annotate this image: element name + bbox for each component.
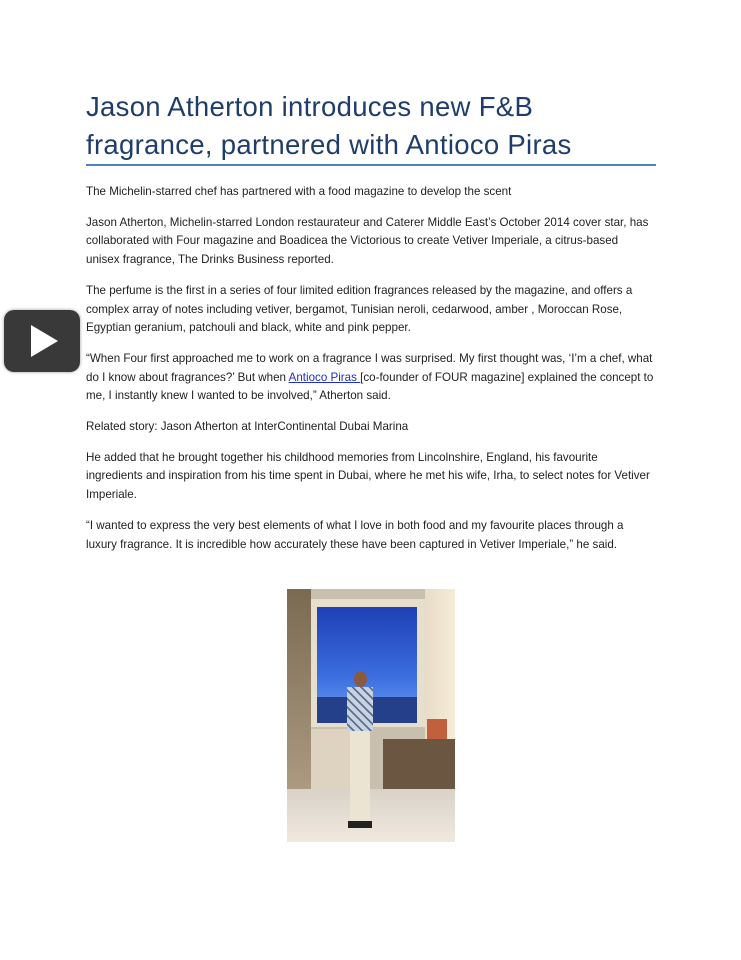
quote-text: [co-founder of FOUR magazine] explained the concept to me, I instantly knew I wanted to be involved,” Atherton said. [86,370,654,403]
article-subtitle: The Michelin-starred chef has partnered with a food magazine to develop the scent [86,185,512,198]
paragraph-quote [86,350,654,406]
article-photo [287,589,455,842]
play-icon [31,325,58,357]
title-underline [86,164,656,166]
paragraph: Jason Atherton, Michelin-starred London restaurateur and Caterer Middle East’s October 2014 cover star, has collaborated with Four magazine and Boadicea the Victorious to create Vetiver Imperiale, a citrus-based unisex fragrance, The Drinks Business reported. [86,215,649,267]
related-story: Related story: Jason Atherton at InterContinental Dubai Marina [86,420,409,434]
paragraph: “I wanted to express the very best elements of what I love in both food and my favourite places through a luxury fragrance. It is incredible how accurately these have been captured in Vetiver Imperiale,” he said. [86,518,624,551]
quote-text: “When Four first approached me to work on a fragrance I was surprised. My first thought was, ‘I’m a chef, what do I know about fragrances?’ But when [86,351,653,384]
play-button[interactable] [4,310,80,372]
paragraph: He added that he brought together his childhood memories from Lincolnshire, England, his favourite ingredients and inspiration from his time spent in Dubai, where he met his wife, Irha, to select notes for Vetiver Imperiale. [86,450,650,502]
paragraph: The perfume is the first in a series of four limited edition fragrances released by the magazine, and offers a complex array of notes including vetiver, bergamot, Tunisian neroli, cedarwood, amber , Moroccan Rose, Egyptian geranium, patchouli and black, white and pink pepper. [86,283,633,335]
antioco-piras-link[interactable]: Antioco Piras [288,370,361,384]
article-title: Jason Atherton introduces new F&B fragrance, partnered with Antioco Piras [86,91,572,160]
article-body [86,183,654,566]
